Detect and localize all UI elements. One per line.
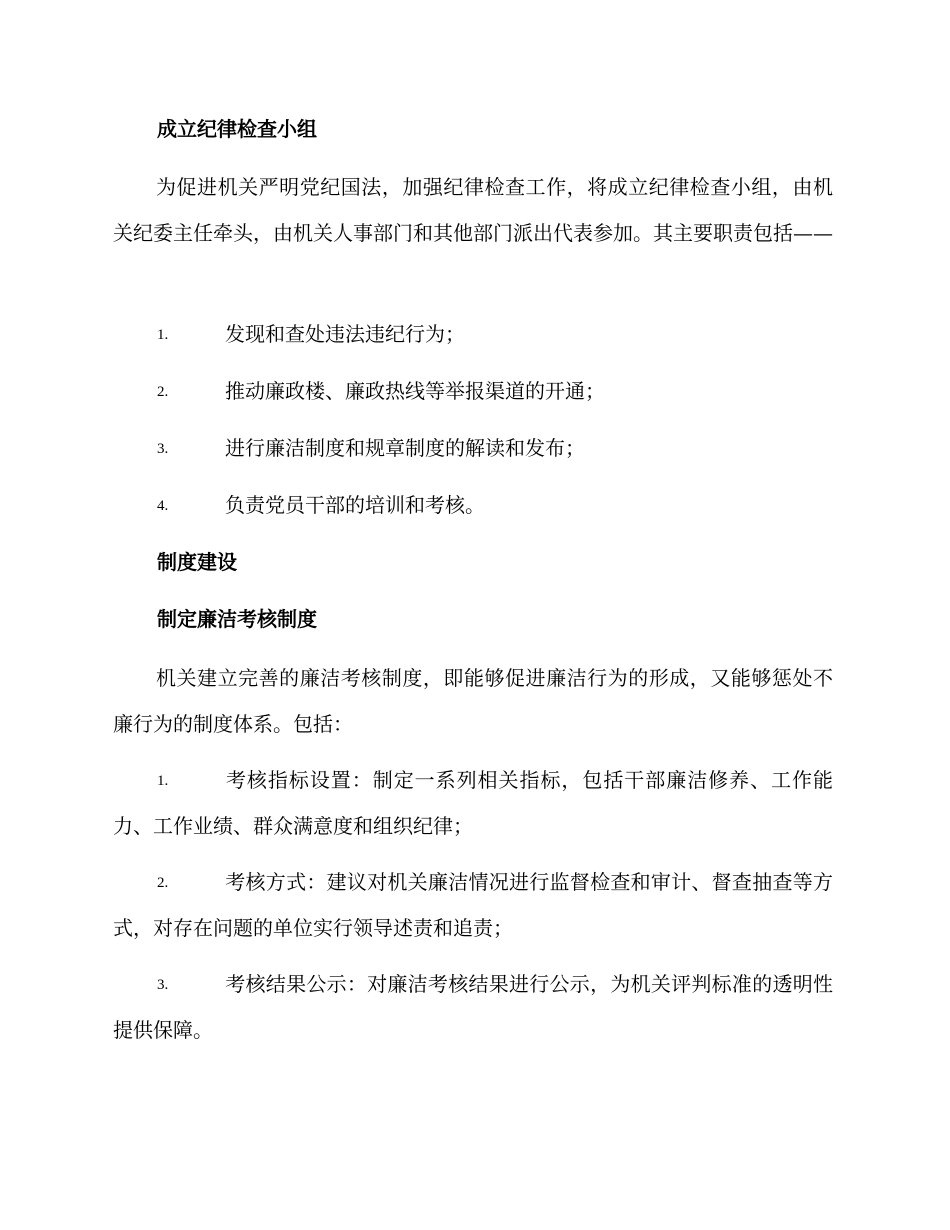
list-item-number: 1.	[157, 327, 169, 343]
list-item-text: 考核指标设置：制定一系列相关指标，包括干部廉洁修养、工作能力、工作业绩、群众满意度和组织纪律；	[113, 768, 833, 838]
list-item	[113, 859, 833, 951]
subsection-heading: 制定廉洁考核制度	[157, 607, 317, 631]
list-item-number: 2.	[157, 384, 169, 400]
list-item-text: 考核方式：建议对机关廉洁情况进行监督检查和审计、督查抽查等方式，对存在问题的单位实行领导述责和追责；	[113, 870, 833, 940]
list-item-text: 负责党员干部的培训和考核。	[225, 493, 485, 517]
list-item-text: 考核结果公示：对廉洁考核结果进行公示，为机关评判标准的透明性提供保障。	[113, 972, 833, 1042]
section-heading: 制度建设	[157, 550, 237, 574]
section-heading: 成立纪律检查小组	[157, 117, 317, 141]
list-item-number: 4.	[157, 498, 169, 514]
list-item-text: 发现和查处违法违纪行为；	[225, 322, 465, 346]
list-item	[113, 961, 833, 1053]
paragraph: 机关建立完善的廉洁考核制度，即能够促进廉洁行为的形成，又能够惩处不廉行为的制度体系。包括：	[113, 666, 833, 736]
list-item-text: 推动廉政楼、廉政热线等举报渠道的开通；	[225, 379, 605, 403]
paragraph: 为促进机关严明党纪国法，加强纪律检查工作，将成立纪律检查小组，由机关纪委主任牵头，由机关人事部门和其他部门派出代表参加。其主要职责包括——	[113, 175, 833, 245]
list-item-number: 3.	[157, 441, 169, 457]
list-item-text: 进行廉洁制度和规章制度的解读和发布；	[225, 436, 585, 460]
list-item-number: 1.	[157, 773, 169, 789]
list-item-number: 3.	[157, 977, 169, 993]
list-item-number: 2.	[157, 875, 169, 891]
list-item	[113, 757, 833, 849]
